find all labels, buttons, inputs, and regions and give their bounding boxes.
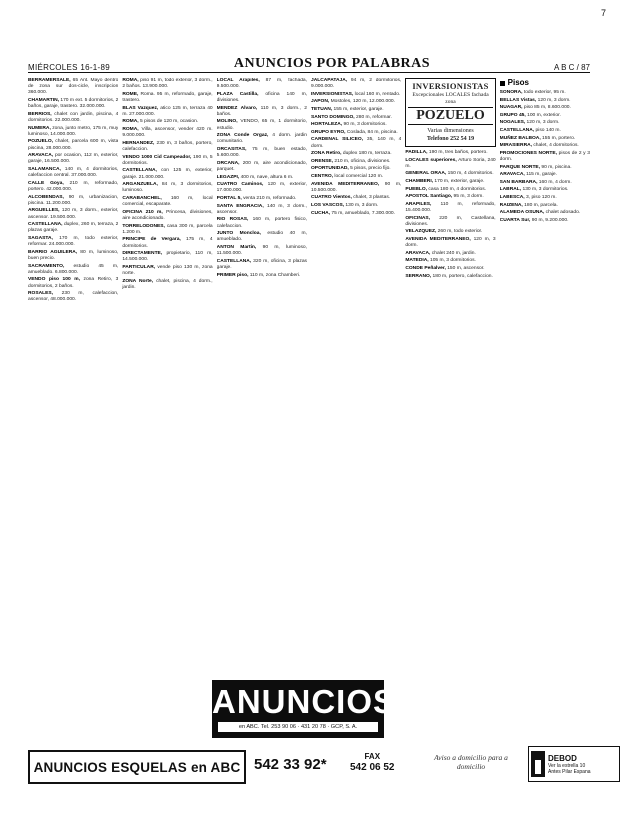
ad-lead: SALAMANCA,	[28, 166, 61, 172]
classified-ad: NOGALES, 120 m, 3 dorm.	[499, 120, 560, 126]
ad-lead: RAIZENA,	[499, 202, 523, 208]
classified-ad: TETUAN, 155 m, exterior, garaje.	[311, 106, 384, 112]
classified-ad: CASTELLANA, 320 m, oficina, 3 plazas garaje.	[216, 258, 307, 270]
debod-line2: Antes Pilar Espana	[548, 768, 591, 775]
classified-ad: ROMA, 5 pisos de 120 m, ocasion.	[122, 119, 199, 125]
ad-lead: OPORTUNIDAD,	[311, 166, 349, 172]
ad-lead: CASTELLANA,	[122, 168, 157, 174]
classified-ad: BERRAMERSALE, 65 Ant. Mayo dentro de zona sur dos-cicle, inscripcion 360.000.	[28, 78, 119, 96]
classified-ad: POZUELO, chalet, parcela 600 m, vista piscina, 28.000.000.	[28, 139, 119, 151]
classified-ad: MIRASIERRA, chalet, 4 dormitorios.	[499, 143, 579, 149]
classified-ad: ANTON Martin, 90 m, luminoso, 11.500.000.	[216, 244, 307, 257]
classified-ad: BARRIO AGUILERA, 80 m, luminoso, buen precio.	[28, 249, 119, 261]
classified-ad: PRIMER piso, 110 m, zona Chamberi.	[216, 272, 301, 278]
ad-lead: PROMOCIONES NORTE,	[499, 150, 558, 156]
classified-ad: AVENIDA MEDITERRANEO, 120 m, 3 dorm.	[405, 236, 496, 249]
classified-ad: LABRAL, 130 m, 3 dormitorios.	[499, 187, 569, 193]
ad-lead: OFICINAS,	[405, 215, 431, 221]
classified-ad: SANTO DOMINGO, 280 m, reformar.	[311, 114, 392, 120]
ad-lead: NUAGAR,	[499, 105, 523, 111]
classified-ad: ZONA Conde Orgaz, 4 dorm. jardin comunitario.	[216, 133, 307, 145]
classified-ad: CHAMBERI, 170 m, exterior, garaje.	[405, 178, 485, 184]
ad-lead: PORTAL 5,	[216, 195, 242, 201]
classified-ad: RAIZENA, 180 m, parcela.	[499, 202, 558, 208]
ad-lead: SANTA ENGRACIA,	[216, 203, 264, 209]
ad-lead: LEGAZPI,	[216, 174, 240, 180]
ad-lead: PARTICULAR,	[122, 264, 156, 270]
promo-phone: Telefono 252 54 19	[426, 136, 475, 142]
ad-lead: SAN BARBARA,	[499, 179, 538, 185]
classified-ad: SANTA ENGRACIA, 140 m, 3 dorm., ascensor.	[216, 203, 307, 215]
anuncios-banner	[212, 680, 397, 738]
classified-ad: TORRELODONES, casa 300 m, parcela 1.200 m.	[122, 223, 213, 235]
classified-ad: ZONA Norte, chalet, piscina, 4 dorm., jardin.	[122, 278, 213, 290]
fax-block	[350, 752, 395, 774]
ad-lead: CALLE Goya,	[28, 180, 64, 186]
debod-name: DEBOD	[548, 753, 577, 763]
ad-lead: LABESCA,	[499, 194, 525, 200]
ad-lead: BERRIOS,	[28, 111, 52, 117]
ad-lead: ROME,	[122, 91, 139, 97]
section-header-pisos	[500, 78, 590, 88]
classified-ad: LOS VASCOS, 130 m, 3 dorm.	[311, 202, 379, 208]
classified-ad: GRUPO EYRO, Coslada, 84 m, piscina.	[311, 129, 398, 135]
ad-lead: VENDO piso 100 m,	[28, 277, 80, 283]
classified-column	[28, 78, 118, 674]
classified-ad: CUCHA, 75 m, amueblado, 7.300.000.	[311, 210, 396, 216]
classified-ad: ARGANZUELA, 84 m, 3 dormitorios, luminoso.	[122, 182, 213, 194]
ad-lead: BERRAMERSALE,	[28, 78, 71, 83]
ad-lead: ZONA Retiro,	[311, 151, 342, 157]
classified-ad: LOCAL Arapiles, 87 m, fachada, 9.500.000.	[216, 78, 307, 90]
classified-ad: MENDEZ Alvaro, 110 m, 3 dorm., 2 baños.	[216, 105, 307, 117]
ad-lead: MATEDIA,	[405, 258, 429, 264]
classified-ad: ROME, Roma. 95 m, reformado, garaje, trastero.	[122, 91, 213, 103]
classified-ad: VENDO piso 100 m, zona Retiro, 3 dormitorios, 2 baños.	[28, 277, 119, 289]
classified-ad: CARDENAL SILICEO, 35, 140 m, 4 dorm.	[311, 137, 402, 149]
classified-ad: CASTELLANA, duplex, 260 m, terraza, 2 plazas garaje.	[28, 222, 119, 234]
ad-lead: POZUELO,	[28, 139, 53, 145]
classified-ad: DIRECTAMENTE, propietario, 110 m, 14.500.000.	[122, 251, 213, 263]
classified-column	[500, 78, 590, 674]
ad-lead: MIRASIERRA,	[499, 143, 532, 149]
classified-ad: MUÑEZ BALBOA, 155 m, portero.	[499, 135, 576, 141]
ad-lead: BELLAS Vistas,	[499, 97, 537, 103]
classified-ad: SAN BARBARA, 160 m, 4 dorm.	[499, 179, 572, 185]
ad-lead: PARQUE NORTE,	[499, 164, 541, 170]
classified-ad: VENDO 1000 Cid Campeador, 190 m, 5 dormitorios.	[122, 154, 213, 166]
ad-lead: MOLINO,	[216, 119, 238, 125]
classified-ad: CASTELLANA, piso 140 m.	[499, 127, 561, 133]
ad-lead: HORTALEZA,	[311, 122, 343, 128]
ad-lead: CASTELLANA,	[216, 258, 252, 264]
classified-ad: BERRIOS, chalet con jardin, piscina, 4 dormitorios. 22.000.000.	[28, 111, 119, 123]
classified-ad: SACRAMENTO, estudio 45 m, amueblado. 6.800.000.	[28, 263, 119, 275]
classified-ad: ARAPILES, 110 m, reformado, 15.400.000.	[405, 201, 496, 213]
classified-ad: CENTRO, local comercial 120 m.	[311, 173, 384, 179]
classified-ad: APOSTOL Santiago, 95 m, 3 dorm.	[405, 194, 484, 200]
classified-ad: HORTALEZA, 90 m, 3 dormitorios.	[311, 122, 387, 128]
classified-column	[405, 78, 495, 674]
ad-lead: ARAVACA,	[28, 153, 54, 159]
header-title: ANUNCIOS POR PALABRAS	[233, 56, 431, 71]
ad-lead: ARGANZUELA,	[122, 182, 158, 188]
classified-ad: OFICINAS, 220 m, Castellana, divisiones.	[405, 215, 496, 227]
ad-lead: CONDE Peñalver,	[405, 265, 446, 271]
fax-number: 542 06 52	[350, 762, 395, 773]
ad-lead: VELAZQUEZ,	[405, 229, 437, 235]
debod-ad	[528, 746, 620, 782]
header-date: MIÉRCOLES 16-1-89	[28, 63, 111, 72]
classified-ad: SALAMANCA, 140 m, 4 dormitorios, calefaccion central. 37.000.000.	[28, 166, 119, 179]
classified-ad: ARGUELLES, 120 m, 3 dorm., exterior, ascensor. 19.500.000.	[28, 208, 119, 220]
ad-lead: NOGALES,	[499, 120, 526, 126]
corner-mark: 7	[600, 8, 606, 18]
ad-lead: CASTELLANA,	[499, 127, 535, 133]
section-title: Pisos	[507, 78, 529, 87]
ad-lead: ANTON Martin,	[216, 244, 257, 250]
classified-ad: CASTELLANA, con 125 m, exterior, garaje. 21.000.000.	[122, 168, 213, 180]
esquelas-phone: 542 33 92*	[254, 756, 327, 773]
classified-ad: CUATRO Vientos, chalet, 3 plantas.	[311, 195, 391, 201]
classified-ad: ORCANA, 200 m, aire acondicionado, parquet.	[216, 160, 307, 172]
ad-lead: ALAMEDA OSUNA,	[499, 210, 545, 216]
promo-variety: Varias dimensiones	[427, 128, 474, 134]
fax-label: FAX	[364, 752, 381, 761]
classified-ad: AVENIDA MEDITERRANEO, 90 m, 10.500.000.	[311, 181, 402, 193]
ad-lead: BLAS Vazquez,	[122, 105, 159, 111]
ad-lead: CASTELLANA,	[28, 222, 63, 228]
classified-column	[122, 78, 212, 674]
classified-ad: PROMOCIONES NORTE, pisos de 2 y 3 dorm.	[499, 150, 590, 162]
ad-lead: CHAMBERI,	[405, 178, 434, 184]
ad-lead: JALCAPATAJA,	[311, 78, 348, 83]
ad-lead: SONORA,	[499, 90, 523, 95]
ad-lead: ROMA,	[122, 126, 139, 132]
ad-lead: RIO ROSAS,	[216, 217, 249, 223]
ad-lead: ZONA Norte,	[122, 278, 154, 284]
ad-lead: ALCOBENDAS,	[28, 194, 64, 200]
classified-ad: PARTICULAR, vende piso 130 m, zona norte.	[122, 264, 213, 277]
classified-ad: ARAVACA, chalet 240 m, jardin.	[405, 250, 476, 256]
ad-lead: ORENSE,	[311, 158, 334, 164]
ad-lead: SERRANO,	[405, 273, 432, 279]
classified-ad: JUNTO Moncloa, estudio 40 m, amueblado.	[216, 231, 307, 243]
classified-ad: ZONA Retiro, duplex 180 m, terraza.	[311, 151, 392, 157]
classified-ad: CALLE Goya, 210 m, reformado, portero. 42.000.000.	[28, 180, 119, 192]
classified-ad: ROMA, Villa, ascensor, vender 420 m. 9.000.000.	[122, 126, 213, 139]
ad-lead: TETUAN,	[311, 106, 333, 112]
ad-lead: AVENIDA MEDITERRANEO,	[311, 181, 380, 187]
classified-ad: NUMERA, zona, junto metro, 175 m, muy luminoso, 14.000.000.	[28, 125, 119, 137]
classified-ad: LOCALES superiores, Arturo Soria, 240 m.	[405, 157, 496, 169]
classified-column	[217, 78, 307, 674]
classified-ad: ARAVACA, 115 m, garaje.	[499, 172, 558, 178]
ad-lead: OFICINA 210 m,	[122, 209, 163, 215]
ad-lead: NUMERA,	[28, 125, 51, 131]
classified-ad: PARQUE NORTE, 90 m, piscina.	[499, 164, 572, 170]
ad-lead: MUÑEZ BALBOA,	[499, 135, 541, 141]
classified-ad: SAGASTA, 170 m, todo exterior, reformar. 24.000.000.	[28, 235, 119, 248]
ad-lead: LOCALES superiores,	[405, 157, 457, 163]
ad-lead: CUATRO Vientos,	[311, 195, 352, 201]
classified-ad: LABESCA, 3, piso 120 m.	[499, 194, 557, 200]
classified-ad: CHAMARTIN, 170 m ext. 5 dormitorios, 2 baños, garaje, trastero. 32.000.000.	[28, 98, 119, 110]
ad-lead: ROMA,	[122, 119, 139, 125]
classified-ad: RIO ROSAS, 160 m, portero fisico, calefaccion.	[216, 217, 307, 229]
classified-ad: MATEDIA, 105 m, 3 dormitorios.	[405, 258, 476, 264]
classified-ad: ALAMEDA OSUNA, chalet adosado.	[499, 210, 581, 216]
classified-column	[311, 78, 401, 674]
classified-ad: ALCOBENDAS, 90 m, urbanizacion, piscina. 11.200.000.	[28, 194, 119, 206]
ad-lead: GRUPO EYRO,	[311, 129, 346, 135]
ad-lead: PADILLA,	[405, 150, 428, 155]
classified-ad: ORENSE, 210 m, oficina, divisiones.	[311, 158, 391, 164]
esquelas-box: ANUNCIOS ESQUELAS en ABC	[28, 750, 246, 784]
classified-ad: PORTAL 5, venta 210 m, reformado.	[216, 195, 297, 201]
ad-lead: ZONA Conde Orgaz,	[216, 133, 269, 139]
ad-lead: CUARTA Sur,	[499, 217, 531, 223]
ad-lead: ARAVACA,	[499, 172, 525, 178]
ad-lead: HERNANDEZ,	[122, 140, 155, 146]
ad-lead: ARAPILES,	[405, 201, 432, 207]
ad-lead: MENDEZ Alvaro,	[216, 105, 258, 111]
classified-ad: SONORA, todo exterior, 95 m.	[499, 90, 566, 95]
ad-lead: CUCHA,	[311, 210, 331, 216]
ad-lead: CARABANCHEL,	[122, 195, 162, 201]
classified-ad: OFICINA 210 m, Princesa, divisiones, aire acondicionado.	[122, 209, 213, 221]
debod-line1: Ver la estrella 10	[548, 762, 586, 769]
classified-ad: CARABANCHEL, 160 m, local comercial, escaparate.	[122, 195, 213, 208]
banner-title: ANUNCIOS	[212, 683, 397, 720]
ad-lead: PUEBLO,	[405, 186, 428, 192]
ad-lead: TORRELODONES,	[122, 223, 165, 229]
promo-brand: POZUELO	[408, 107, 492, 125]
classified-ad: VELAZQUEZ, 260 m, todo exterior.	[405, 229, 483, 235]
classified-ad: OPORTUNIDAD, 5 pisos, precio fijo.	[311, 166, 391, 172]
classified-ad: CUATRO Caminos, 120 m, exterior, 17.000.000.	[216, 182, 307, 194]
classified-ad: HERNANDEZ, 230 m, 3 baños, portero, calefaccion.	[122, 140, 213, 152]
ad-lead: AVENIDA MEDITERRANEO,	[405, 236, 471, 242]
banner-subline: en ABC. Tel. 253 90 06 · 431 20 78 · GCP, S. A.	[218, 722, 378, 732]
ad-lead: PRIMER piso,	[216, 272, 249, 278]
ad-lead: INVERSIONISTAS,	[311, 91, 354, 97]
promo-box	[405, 78, 495, 147]
ad-lead: PLAZA Castilla,	[216, 91, 259, 97]
classified-ad: CONDE Peñalver, 150 m, ascensor.	[405, 265, 485, 271]
classified-ad: PADILLA, 190 m, tres baños, portero.	[405, 150, 488, 155]
classified-ad: CUARTA Sur, 90 m, 9.200.000.	[499, 217, 569, 223]
ad-lead: LABRAL,	[499, 187, 522, 193]
ad-lead: BARRIO AGUILERA,	[28, 249, 78, 255]
classified-ad: PRINCIPE de Vergara, 175 m, 4 dormitorios.	[122, 237, 213, 249]
classified-ad: PUEBLO, casa 180 m, 4 dormitorios.	[405, 186, 487, 192]
classified-ad: LEGAZPI, 400 m, nave, altura 6 m.	[216, 174, 294, 180]
classified-ad: ARAVACA, por ocasion, 112 m, exterior, garaje, 16.500.000.	[28, 153, 119, 165]
classified-ad: INVERSIONISTAS, local 160 m, rentado.	[311, 91, 401, 97]
classified-ad: ROSALES, 230 m, calefaccion, ascensor, 48.000.000.	[28, 291, 119, 303]
bottom-bar	[28, 750, 590, 782]
ad-lead: ORCASITAS,	[216, 146, 247, 152]
page-header	[28, 56, 590, 73]
square-bullet-icon	[500, 81, 505, 86]
ad-lead: PRINCIPE de Vergara,	[122, 237, 181, 243]
ad-lead: ARGUELLES,	[28, 208, 60, 214]
classified-ad: PLAZA Castilla, oficina 140 m, divisiones.	[216, 91, 307, 103]
ad-lead: GENERAL ORAA,	[405, 171, 447, 177]
classified-ad: ROMA, piso 91 m, todo exterior, 3 dorm., 2 baños. 13.900.000.	[122, 78, 213, 90]
classified-ad: JAPON, Mostoles, 120 m, 12.000.000.	[311, 99, 396, 105]
ad-lead: LOCAL Arapiles,	[216, 78, 260, 83]
classified-ad: BELLAS Vistas, 120 m, 3 dorm.	[499, 97, 571, 103]
classified-ad: NUAGAR, piso 85 m, 8.600.000.	[499, 105, 571, 111]
classifieds-columns	[28, 78, 590, 674]
classified-ad: BLAS Vazquez, atico 125 m, terraza 40 m. 27.000.000.	[122, 105, 213, 117]
ad-lead: VENDO 1000 Cid Campeador,	[122, 154, 192, 160]
ad-lead: SAGASTA,	[28, 235, 53, 241]
temple-logo-icon	[531, 751, 545, 777]
ad-lead: LOS VASCOS,	[311, 202, 345, 208]
delivery-note: Aviso a domicilio para a domicilio	[434, 753, 508, 771]
promo-heading: INVERSIONISTAS	[412, 81, 489, 91]
ad-lead: SACRAMENTO,	[28, 263, 65, 269]
ad-lead: APOSTOL Santiago,	[405, 194, 453, 200]
ad-lead: SANTO DOMINGO,	[311, 114, 355, 120]
ad-lead: JAPON,	[311, 99, 330, 105]
classified-ad: MOLINO, VENDO, 65 m, 1 dormitorio, estudio.	[216, 119, 307, 131]
ad-lead: ARAVACA,	[405, 250, 431, 256]
ad-lead: CARDENAL SILICEO,	[311, 137, 364, 143]
header-page-number: A B C / 87	[553, 63, 590, 72]
ad-lead: CUATRO Caminos,	[216, 182, 264, 188]
classified-ad: GENERAL ORAA, 150 m, 4 dormitorios.	[405, 171, 494, 177]
ad-lead: DIRECTAMENTE,	[122, 251, 163, 257]
ad-lead: ROMA,	[122, 78, 139, 83]
ad-lead: ROSALES,	[28, 291, 54, 297]
ad-lead: JUNTO Moncloa,	[216, 231, 261, 237]
ad-lead: ORCANA,	[216, 160, 240, 166]
classified-ad: JALCAPATAJA, 94 m, 2 dormitorios, 9.000.000.	[311, 78, 402, 90]
classified-ad: GRUPO 45, 100 m, exterior.	[499, 112, 561, 118]
ad-lead: CENTRO,	[311, 173, 334, 179]
ad-lead: CHAMARTIN,	[28, 98, 59, 103]
classified-ad: ORCASITAS, 75 m, buen estado, 5.600.000.	[216, 146, 307, 159]
classified-ad: SERRANO, 180 m, portero, calefaccion.	[405, 273, 493, 279]
ad-lead: GRUPO 45,	[499, 112, 526, 118]
promo-subtext: Excepcionales LOCALES fachada zona	[412, 92, 489, 105]
